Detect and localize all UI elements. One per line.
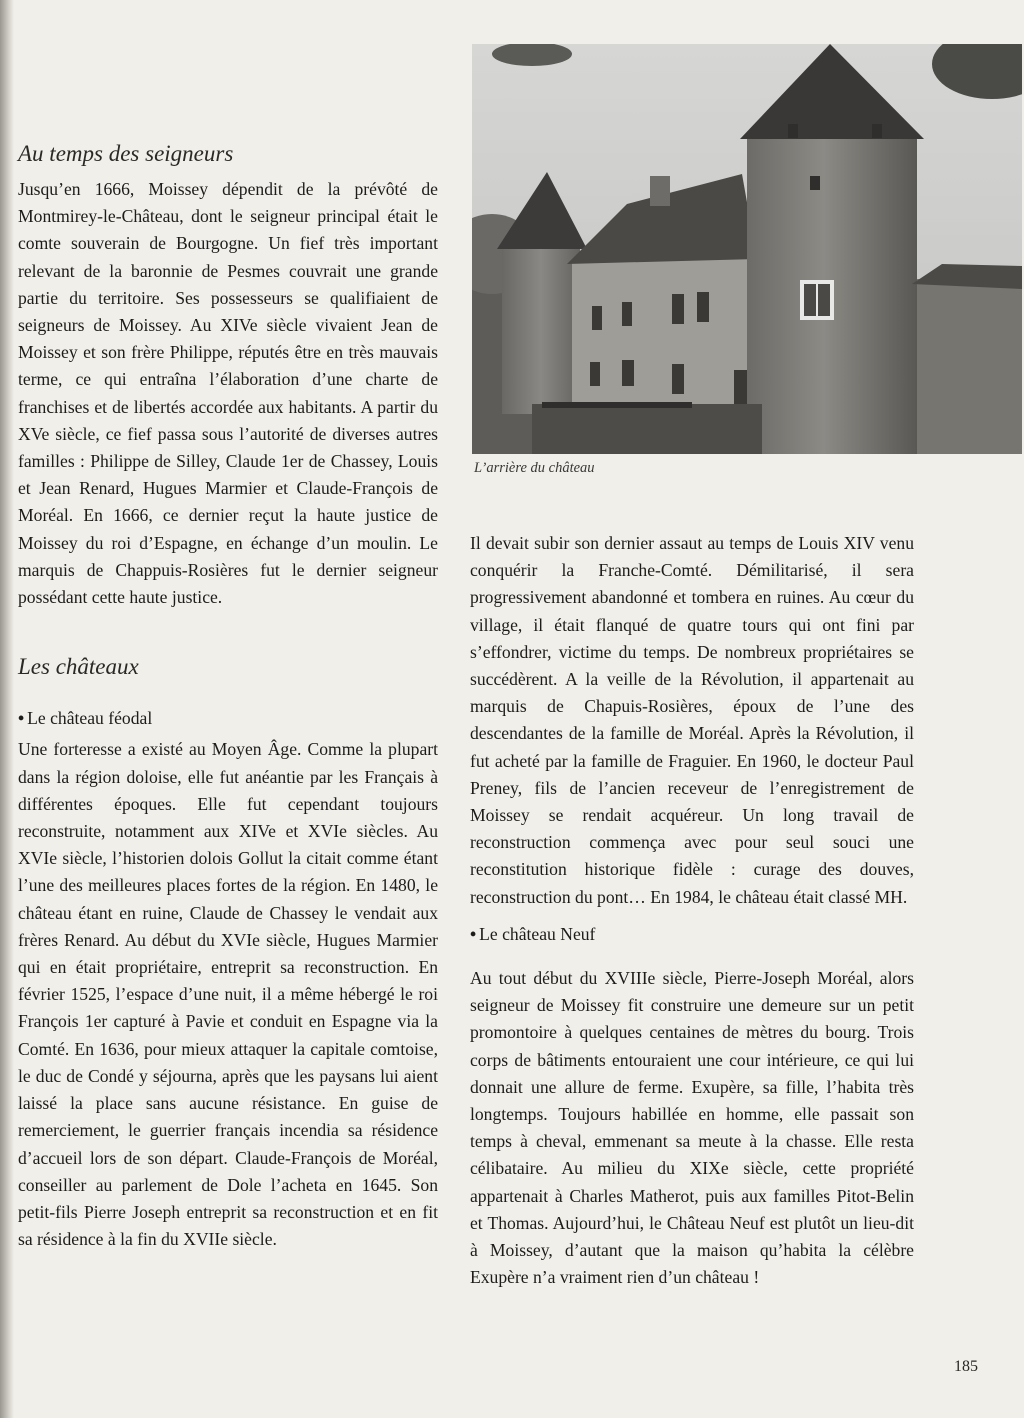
paragraph-seigneurs: Jusqu’en 1666, Moissey dépendit de la prévôté de Montmirey-le-Château, dont le seigneur principal était le comte souverain de Bourgogne. Un fief très important relevant de la baronnie de Pesmes couvrait une grande partie du territoire. Ses possesseurs se qualifiaient de seigneurs de Moissey. Au XIVe siècle vivaient Jean de Moissey et son frère Philippe, réputés être en très mauvais terme, ce qui entraîna l’élaboration d’une charte de franchises et de libertés accordée aux habitants. A partir du XVe siècle, ce fief passa sous l’autorité de diverses autres familles : Philippe de Silley, Claude 1er de Chassey, Louis et Jean Renard, Hugues Marmier et Claude-François de Moréal. En 1666, ce dernier reçut la haute justice de Moissey du roi d’Espagne, en échange d’un moulin. Le marquis de Chappuis-Rosières fut le dernier seigneur possédant cette haute justice. xyxy=(18,179,438,608)
subheading-chateau-feodal-label: Le château féodal xyxy=(27,708,153,729)
subheading-chateau-neuf-label: Le château Neuf xyxy=(479,923,596,944)
paragraph-chateau-feodal-part2: Il devait subir son dernier assaut au temps de Louis XIV venu conquérir la Franche-Comté. Démilitarisé, il sera progressivement abandonné et tombera en ruines. Au cœur du village, il était flanqué de quatre tours qui ont fini par s’effondrer, victime du temps. De nombreux propriétaires se succédèrent. A la veille de la Révolution, il appartenait au marquis de Chapuis-Rosières, époux de l’une des descendantes de la famille de Moréal. Après la Révolution, il fut acheté par la famille de Fraguier. En 1960, le docteur Paul Preney, fils de l’ancien receveur de l’enregistrement de Moissey se rendait acquéreur. Un long travail de reconstruction commença avec pour seul souci une reconstitution historique fidèle : curage des douves, reconstruction du pont… En 1984, le château était classé MH. xyxy=(470,533,914,907)
bullet-icon: • xyxy=(18,708,25,729)
bullet-icon: • xyxy=(470,923,477,944)
section-title-chateaux: Les châteaux xyxy=(18,654,139,680)
chateau-photo xyxy=(472,44,1022,454)
page-number: 185 xyxy=(954,1358,978,1375)
left-column xyxy=(18,140,438,1253)
subheading-chateau-neuf xyxy=(470,921,914,948)
right-column xyxy=(470,530,914,1291)
section-title-seigneurs: Au temps des seigneurs xyxy=(18,141,234,166)
paragraph-chateau-feodal-part1: Une forteresse a existé au Moyen Âge. Comme la plupart dans la région doloise, elle fut anéantie par les Français à différentes époques. Elle fut cependant toujours reconstruite, notamment aux XIVe et XVIe siècles. Au XVIe siècle, l’historien dolois Gollut la citait comme étant l’une des meilleures places fortes de la région. En 1480, le château étant en ruine, Claude de Chassey le vendait aux frères Renard. Au début du XVIe siècle, Hugues Marmier qui en était propriétaire, entreprit sa reconstruction. En février 1525, l’espace d’une nuit, il a même hébergé le roi François 1er capturé à Pavie et conduit en Espagne via la Comté. En 1636, pour mieux attaquer la capitale comtoise, le duc de Condé y séjourna, après que les paysans lui aient laissé la place sans aucune résistance. En guise de remerciement, le guerrier français incendia sa résidence d’accueil lors de son départ. Claude-François de Moréal, conseiller au parlement de Dole l’acheta en 1645. Son petit-fils Pierre Joseph entreprit sa reconstruction et en fit sa résidence à la fin du XVIIe siècle. xyxy=(18,739,438,1250)
photo-caption: L’arrière du château xyxy=(474,460,595,476)
binding-shadow xyxy=(0,0,14,1418)
subheading-chateau-feodal xyxy=(18,705,438,732)
paragraph-chateau-neuf: Au tout début du XVIIIe siècle, Pierre-Joseph Moréal, alors seigneur de Moissey fit construire une demeure sur un petit promontoire à quelques centaines de mètres du bourg. Trois corps de bâtiments entouraient une cour intérieure, ce qui lui donnait une allure de ferme. Exupère, sa fille, l’habita très longtemps. Toujours habillée en homme, elle passait son temps à cheval, emmenant sa meute à la chasse. Elle resta célibataire. Au milieu du XIXe siècle, cette propriété appartenait à Charles Matherot, puis aux familles Pitot-Belin et Thomas. Aujourd’hui, le Château Neuf est plutôt un lieu-dit à Moissey, d’autant que la maison qu’habita la célèbre Exupère n’a vraiment rien d’un château ! xyxy=(470,968,914,1288)
